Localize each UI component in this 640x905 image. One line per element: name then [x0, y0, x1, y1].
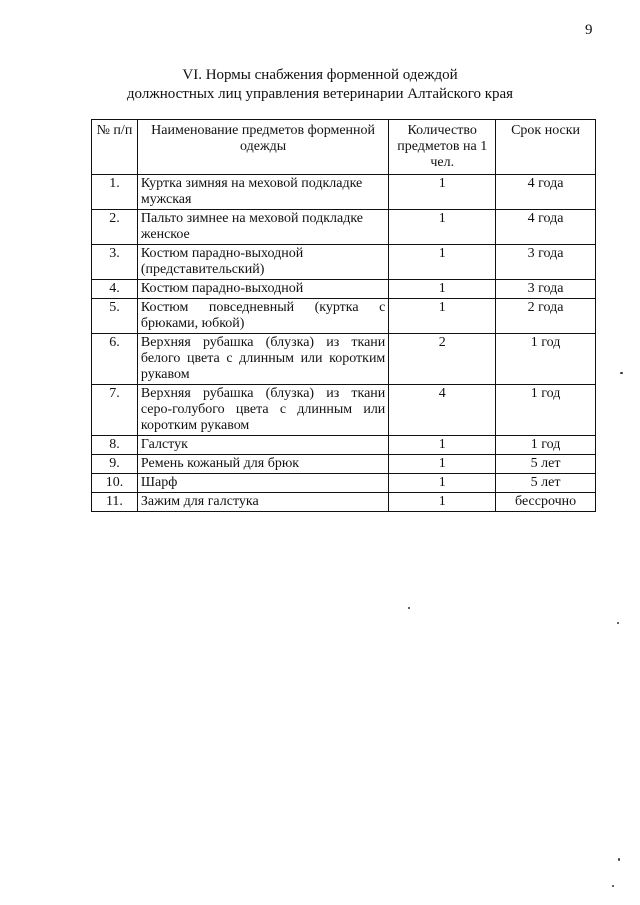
header-wear-term: Срок носки: [496, 120, 596, 175]
row-wear-term: 1 год: [496, 436, 596, 455]
row-num: 6.: [92, 334, 138, 385]
table-row: [92, 245, 596, 280]
uniform-norms-table: [91, 119, 596, 512]
row-quantity: 1: [389, 175, 496, 210]
page-number: 9: [585, 22, 593, 38]
row-wear-term: бессрочно: [496, 493, 596, 512]
row-wear-term: 1 год: [496, 334, 596, 385]
row-num: 5.: [92, 299, 138, 334]
table-row: [92, 436, 596, 455]
row-num: 2.: [92, 210, 138, 245]
row-wear-term: 5 лет: [496, 455, 596, 474]
row-wear-term: 1 год: [496, 385, 596, 436]
row-item-name: Зажим для галстука: [137, 493, 388, 512]
row-item-name: Пальто зимнее на меховой подкладке женское: [137, 210, 388, 245]
row-quantity: 1: [389, 210, 496, 245]
scan-speck: [620, 372, 623, 374]
scan-speck: [408, 607, 410, 609]
row-item-name: Верхняя рубашка (блузка) из ткани белого цвета с длинным или коротким рукавом: [137, 334, 388, 385]
table-row: [92, 175, 596, 210]
table-header-row: [92, 120, 596, 175]
row-item-name: Шарф: [137, 474, 388, 493]
row-quantity: 1: [389, 299, 496, 334]
row-item-name: Костюм парадно-выходной: [137, 280, 388, 299]
table-row: [92, 493, 596, 512]
row-wear-term: 4 года: [496, 175, 596, 210]
header-num: № п/п: [92, 120, 138, 175]
title-line-1: VI. Нормы снабжения форменной одеждой: [182, 67, 458, 83]
row-quantity: 1: [389, 493, 496, 512]
title-line-2: должностных лиц управления ветеринарии Алтайского края: [126, 86, 514, 102]
table-row: [92, 474, 596, 493]
row-wear-term: 3 года: [496, 280, 596, 299]
row-num: 8.: [92, 436, 138, 455]
row-quantity: 1: [389, 436, 496, 455]
header-quantity: Количество предметов на 1 чел.: [389, 120, 496, 175]
page-title: [0, 66, 640, 104]
table-row: [92, 280, 596, 299]
row-num: 7.: [92, 385, 138, 436]
row-num: 4.: [92, 280, 138, 299]
scan-speck: [617, 622, 619, 624]
row-quantity: 2: [389, 334, 496, 385]
row-item-name: Галстук: [137, 436, 388, 455]
row-item-name: Костюм парадно-выходной (представительский): [137, 245, 388, 280]
row-num: 3.: [92, 245, 138, 280]
row-wear-term: 2 года: [496, 299, 596, 334]
row-wear-term: 4 года: [496, 210, 596, 245]
row-quantity: 1: [389, 245, 496, 280]
row-num: 1.: [92, 175, 138, 210]
row-item-name: Ремень кожаный для брюк: [137, 455, 388, 474]
row-quantity: 1: [389, 474, 496, 493]
row-wear-term: 5 лет: [496, 474, 596, 493]
header-item-name: Наименование предметов форменной одежды: [137, 120, 388, 175]
row-quantity: 1: [389, 455, 496, 474]
row-num: 9.: [92, 455, 138, 474]
table-row: [92, 385, 596, 436]
row-num: 11.: [92, 493, 138, 512]
row-quantity: 1: [389, 280, 496, 299]
scan-speck: [612, 885, 614, 887]
row-item-name: Куртка зимняя на меховой подкладке мужская: [137, 175, 388, 210]
table-row: [92, 455, 596, 474]
table-row: [92, 334, 596, 385]
row-num: 10.: [92, 474, 138, 493]
row-quantity: 4: [389, 385, 496, 436]
row-item-name: Верхняя рубашка (блузка) из ткани серо-голубого цвета с длинным или коротким рукавом: [137, 385, 388, 436]
row-wear-term: 3 года: [496, 245, 596, 280]
scan-speck: [618, 858, 620, 861]
table-row: [92, 299, 596, 334]
row-item-name: Костюм повседневный (куртка с брюками, юбкой): [137, 299, 388, 334]
table-row: [92, 210, 596, 245]
